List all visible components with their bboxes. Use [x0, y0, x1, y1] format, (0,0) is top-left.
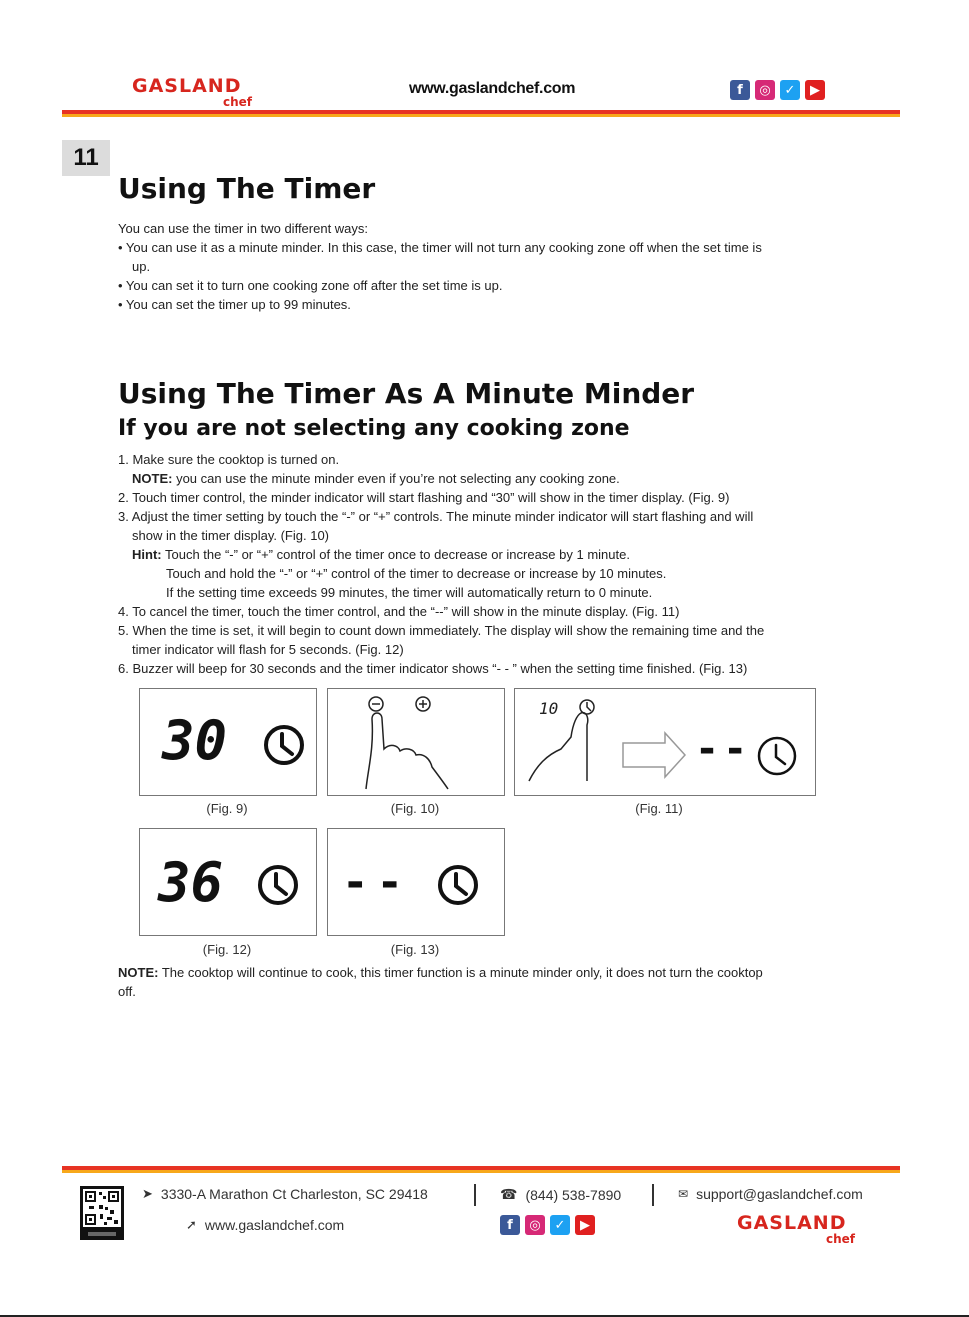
header-social-icons — [730, 80, 825, 100]
fig9-display: 30 — [162, 709, 228, 772]
youtube-icon[interactable]: ▶ — [575, 1215, 595, 1235]
final-note-text-cont: off. — [118, 984, 136, 999]
footer-social-icons — [500, 1215, 595, 1235]
bullet-2: • You can set it to turn one cooking zone off after the set time is up. — [118, 278, 503, 293]
fig10-panel — [327, 688, 505, 796]
fig12-caption: (Fig. 12) — [202, 942, 252, 957]
intro-text: You can use the timer in two different ways: — [118, 221, 369, 236]
instagram-icon[interactable]: ◎ — [525, 1215, 545, 1235]
footer-website-link[interactable]: www.gaslandchef.com — [204, 1217, 345, 1233]
footer-phone — [500, 1186, 621, 1203]
hint-3: If the setting time exceeds 99 minutes, the timer will automatically return to 0 minute. — [166, 585, 653, 600]
clock-icon — [256, 863, 300, 907]
note-text: you can use the minute minder even if you’re not selecting any cooking zone. — [172, 471, 620, 486]
fig10-caption: (Fig. 10) — [390, 801, 440, 816]
footer-email — [678, 1186, 863, 1202]
fig9-caption: (Fig. 9) — [206, 801, 248, 816]
instagram-icon[interactable]: ◎ — [755, 80, 775, 100]
final-note-label: NOTE: — [118, 965, 159, 980]
brand-sub: chef — [222, 95, 252, 109]
twitter-icon[interactable]: ✓ — [550, 1215, 570, 1235]
cursor-icon: ➚ — [186, 1217, 197, 1232]
step-2: 2. Touch timer control, the minder indicator will start flashing and “30” will show in the timer display. (Fig. 9) — [118, 490, 730, 505]
clock-icon — [262, 723, 306, 767]
touch-hand-icon — [328, 689, 504, 795]
note-label: NOTE: — [132, 471, 173, 486]
step-1: 1. Make sure the cooktop is turned on. — [118, 452, 340, 467]
section-title-minute-minder: Using The Timer As A Minute Minder — [118, 377, 695, 410]
footer-bar — [62, 1166, 900, 1173]
section-title-timer: Using The Timer — [118, 172, 376, 205]
clock-icon — [436, 863, 480, 907]
hint-1: Touch the “-” or “+” control of the timer once to decrease or increase by 1 minute. — [161, 547, 630, 562]
youtube-icon[interactable]: ▶ — [805, 80, 825, 100]
phone-text[interactable]: (844) 538-7890 — [525, 1186, 622, 1203]
footer-address — [142, 1186, 428, 1202]
step-6: 6. Buzzer will beep for 30 seconds and the timer indicator shows “- - ” when the setting time finished. (Fig. 13) — [118, 661, 748, 676]
header-website-link[interactable]: www.gaslandchef.com — [409, 80, 576, 97]
step-3: 3. Adjust the timer setting by touch the “-” or “+” controls. The minute minder indicator will start flashing and will — [118, 509, 754, 524]
section-subtitle: If you are not selecting any cooking zone — [118, 416, 630, 441]
brand-name: GASLAND — [132, 75, 242, 97]
header-bar — [62, 110, 900, 117]
final-note — [118, 963, 858, 1001]
footer-website — [186, 1217, 344, 1233]
twitter-icon[interactable]: ✓ — [780, 80, 800, 100]
step-5: 5. When the time is set, it will begin to count down immediately. The display will show the remaining time and the — [118, 623, 765, 638]
footer-separator — [474, 1184, 476, 1206]
fig11-small-display: 10 — [539, 699, 559, 718]
bullet-3: • You can set the timer up to 99 minutes. — [118, 297, 351, 312]
footer-brand-name: GASLAND — [737, 1212, 847, 1234]
fig13-display: -- — [342, 857, 411, 908]
location-arrow-icon: ➤ — [142, 1186, 153, 1201]
footer-brand-logo — [737, 1213, 855, 1245]
steps-list — [118, 450, 858, 678]
mail-icon: ✉ — [678, 1187, 689, 1201]
fig13-caption: (Fig. 13) — [390, 942, 440, 957]
hint-label: Hint: — [132, 547, 162, 562]
qr-code-icon[interactable] — [80, 1186, 124, 1240]
fig11-panel — [514, 688, 816, 796]
fig12-panel — [139, 828, 317, 936]
email-text[interactable]: support@gaslandchef.com — [696, 1186, 863, 1202]
phone-icon: ☎ — [500, 1186, 518, 1202]
bullet-1-cont: up. — [132, 259, 151, 274]
bullet-1: • You can use it as a minute minder. In this case, the timer will not turn any cooking zone off when the set time is — [118, 240, 762, 255]
fig11-display: -- — [695, 726, 752, 772]
final-note-text: The cooktop will continue to cook, this timer function is a minute minder only, it does not turn the cooktop — [158, 965, 763, 980]
page-number: 11 — [62, 140, 110, 176]
clock-icon — [756, 735, 798, 777]
facebook-icon[interactable]: f — [500, 1215, 520, 1235]
footer-separator — [652, 1184, 654, 1206]
fig12-display: 36 — [158, 851, 224, 914]
step-3-cont: show in the timer display. (Fig. 10) — [132, 528, 329, 543]
step-5-cont: timer indicator will flash for 5 seconds. (Fig. 12) — [132, 642, 404, 657]
hint-2: Touch and hold the “-” or “+” control of the timer to decrease or increase by 10 minutes. — [166, 566, 667, 581]
facebook-icon[interactable]: f — [730, 80, 750, 100]
section1-body — [118, 219, 858, 314]
address-text: 3330-A Marathon Ct Charleston, SC 29418 — [160, 1186, 428, 1202]
footer-brand-sub: chef — [825, 1232, 855, 1246]
brand-logo — [132, 76, 252, 108]
fig11-caption: (Fig. 11) — [635, 801, 683, 816]
step-4: 4. To cancel the timer, touch the timer control, and the “--” will show in the minute display. (Fig. 11) — [118, 604, 680, 619]
fig13-panel — [327, 828, 505, 936]
fig9-panel — [139, 688, 317, 796]
